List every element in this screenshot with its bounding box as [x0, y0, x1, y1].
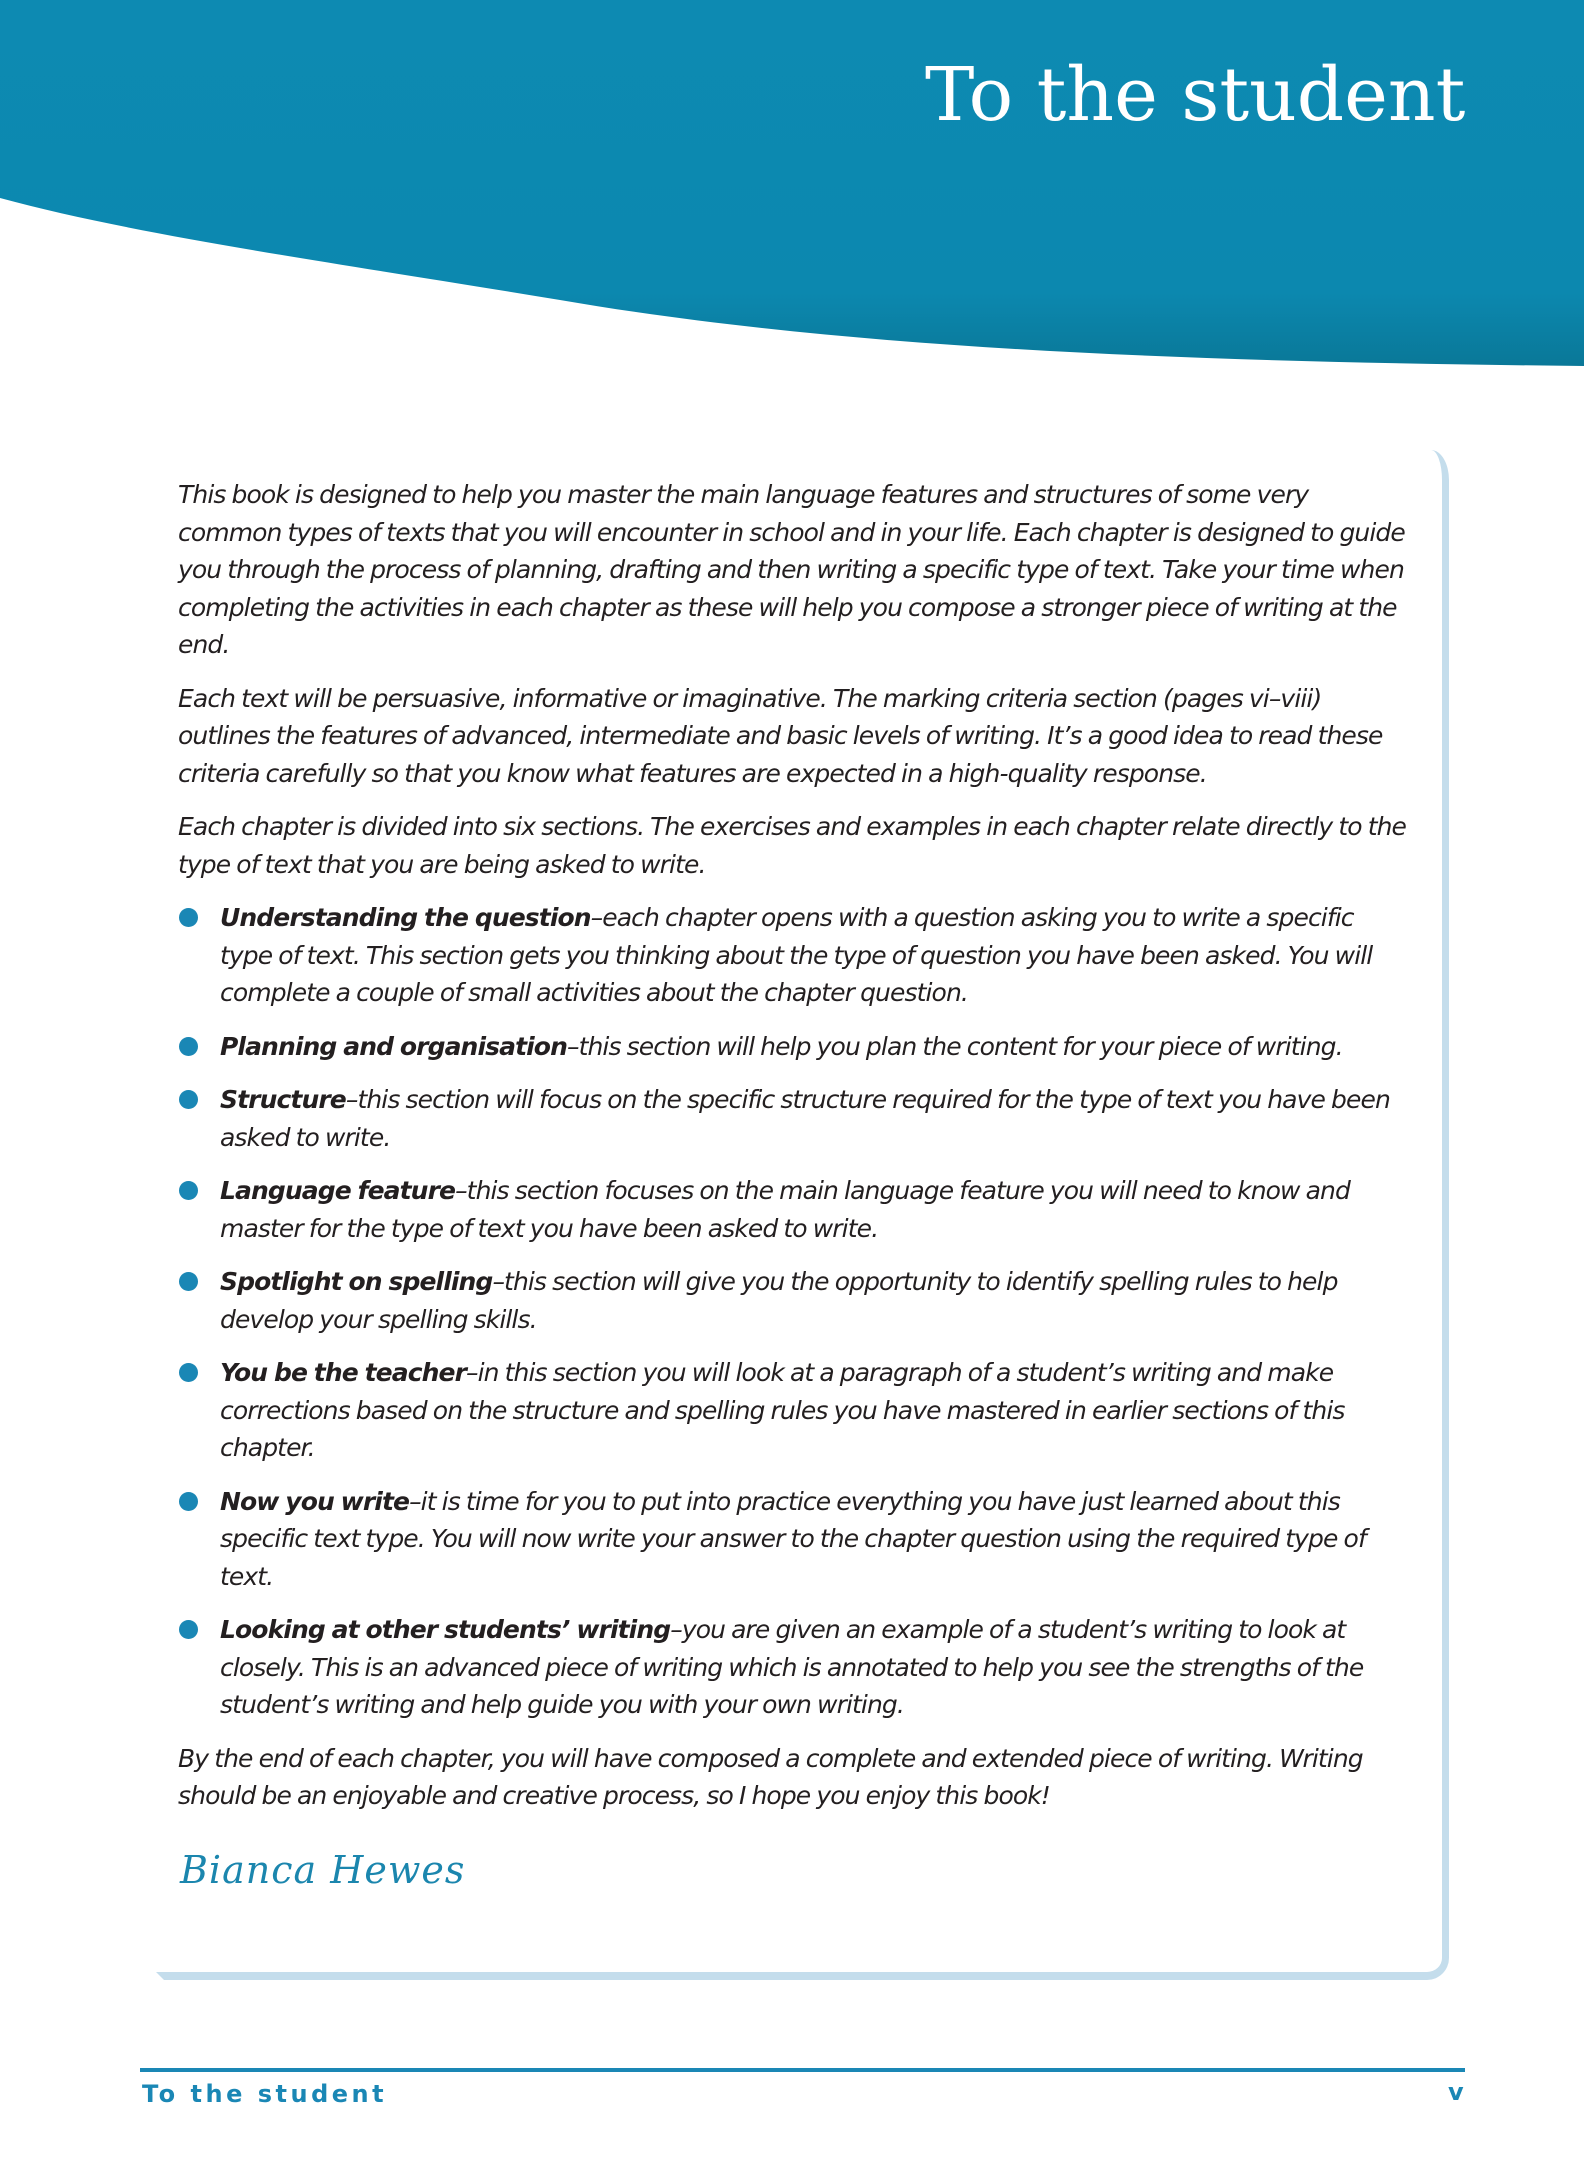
section-list [178, 899, 1410, 1724]
intro-paragraph-2: Each text will be persuasive, informative or imaginative. The marking criteria section (pages vi–viii) outlines the features of advanced, intermediate and basic levels of writing. It’s a good idea to read these criteria carefully so that you know what features are expected in a high-quality response. [178, 683, 1383, 788]
list-item [178, 1354, 1410, 1467]
body-text [178, 476, 1410, 1831]
bullet-text: –this section focuses on the main language feature you will need to know and master for the type of text you have been asked to write. [220, 1176, 1350, 1243]
bullet-dot-icon [179, 908, 198, 927]
list-item [178, 1028, 1410, 1066]
bullet-dot-icon [179, 1090, 198, 1109]
list-item [178, 1172, 1410, 1247]
bullet-dot-icon [179, 1272, 198, 1291]
intro-paragraph-1: This book is designed to help you master the main language features and structures of some very common types of texts that you will encounter in school and in your life. Each chapter is designed to guide you through the process of planning, drafting and then writing a specific type of text. Take your time when completing the activities in each chapter as these will help you compose a stronger piece of writing at the end. [178, 480, 1405, 659]
footer-section-label: To the student [142, 2080, 388, 2108]
bullet-dot-icon [179, 1181, 198, 1200]
list-item [178, 899, 1410, 1012]
bullet-dot-icon [179, 1363, 198, 1382]
bullet-dot-icon [179, 1037, 198, 1056]
bullet-text: –in this section you will look at a paragraph of a student’s writing and make corrections based on the structure and spelling rules you have mastered in earlier sections of this chapter. [220, 1358, 1345, 1462]
bullet-term: Language feature [220, 1176, 456, 1205]
footer-divider [140, 2068, 1465, 2072]
list-item [178, 1483, 1410, 1596]
intro-paragraph-3: Each chapter is divided into six sections. The exercises and examples in each chapter relate directly to the type of text that you are being asked to write. [178, 812, 1407, 879]
bullet-term: Spotlight on spelling [220, 1267, 493, 1296]
list-item [178, 1263, 1410, 1338]
bullet-term: Planning and organisation [220, 1031, 567, 1061]
list-item [178, 1611, 1410, 1724]
bullet-term: Looking at other students’ writing [220, 1615, 671, 1644]
bullet-text: –this section will focus on the specific structure required for the type of text you have been asked to write. [220, 1085, 1390, 1152]
bullet-term: You be the teacher [220, 1358, 466, 1387]
list-item [178, 1081, 1410, 1156]
bullet-dot-icon [179, 1492, 198, 1511]
bullet-text: –this section will help you plan the content for your piece of writing. [566, 1031, 1343, 1061]
page-title: To the student [925, 52, 1466, 138]
author-signature: Bianca Hewes [180, 1848, 466, 1892]
bullet-text: –each chapter opens with a question asking you to write a specific type of text. This section gets you thinking about the type of question you have been asked. You will complete a couple of small activities about the chapter question. [220, 903, 1373, 1007]
bullet-text: –you are given an example of a student’s writing to look at closely. This is an advanced piece of writing which is annotated to help you see the strengths of the student’s writing and help guide you with your own writing. [220, 1615, 1364, 1719]
bullet-text: –this section will give you the opportunity to identify spelling rules to help develop your spelling skills. [220, 1267, 1338, 1334]
bullet-text: –it is time for you to put into practice everything you have just learned about this specific text type. You will now write your answer to the chapter question using the required type of text. [220, 1486, 1366, 1591]
bullet-term: Understanding the question [220, 903, 591, 932]
bullet-term: Structure [220, 1085, 346, 1114]
page-number: v [1448, 2078, 1464, 2106]
bullet-term: Now you write [220, 1486, 410, 1516]
closing-paragraph: By the end of each chapter, you will have composed a complete and extended piece of writing. Writing should be an enjoyable and creative process, so I hope you enjoy this book! [178, 1743, 1363, 1810]
bullet-dot-icon [179, 1620, 198, 1639]
